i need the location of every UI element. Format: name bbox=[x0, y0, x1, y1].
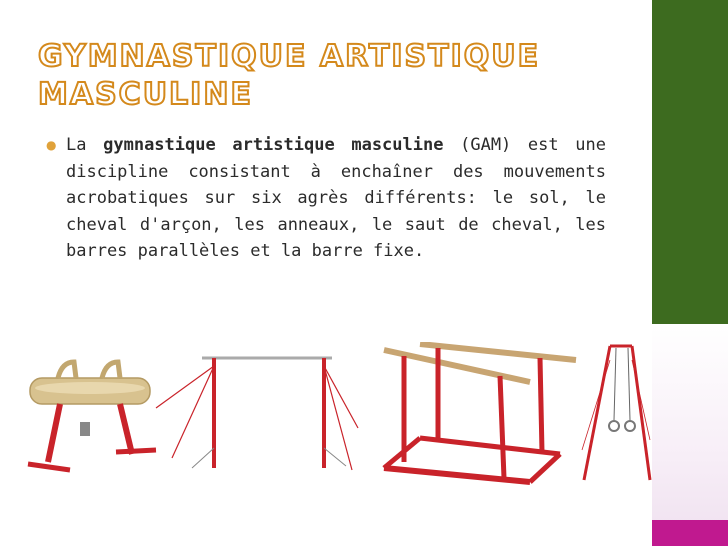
rings-image bbox=[580, 340, 652, 490]
band-magenta bbox=[652, 520, 728, 546]
bullet-paragraph bbox=[46, 132, 606, 265]
slide-title: GYMNASTIQUE ARTISTIQUE MASCULINE bbox=[38, 39, 541, 112]
paragraph-rest: (GAM) est une discipline consistant à enchaîner des mouvements acrobatiques sur six agrès différents: le sol, le cheval d'arçon, les anneaux, le saut de cheval, les barres parallèles et la barre fixe. bbox=[66, 135, 606, 261]
paragraph-bold: gymnastique artistique masculine bbox=[103, 135, 444, 155]
slide-body bbox=[46, 132, 606, 265]
decorative-band bbox=[652, 0, 728, 546]
pommel-horse-image bbox=[20, 350, 160, 490]
parallel-bars-image bbox=[380, 342, 580, 487]
horizontal-bar-image bbox=[152, 348, 362, 478]
paragraph-text bbox=[66, 132, 606, 265]
band-green bbox=[652, 0, 728, 324]
bullet-icon: ● bbox=[46, 138, 57, 152]
paragraph-prefix: La bbox=[66, 135, 104, 155]
band-light bbox=[652, 324, 728, 546]
apparatus-images bbox=[0, 340, 652, 546]
